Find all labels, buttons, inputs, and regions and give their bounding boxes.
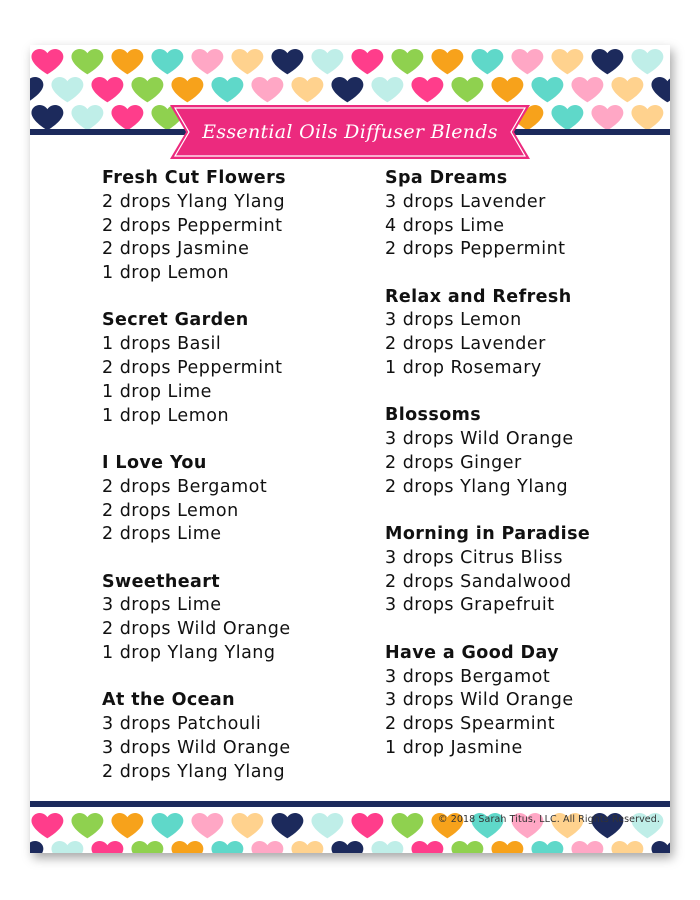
blend-ingredient: 2 drops Peppermint xyxy=(385,239,566,260)
copyright-text: © 2018 Sarah Titus, LLC. All Rights Reserved. xyxy=(438,814,660,825)
blend-title: Spa Dreams xyxy=(385,168,508,188)
blend-ingredient: 2 drops Bergamot xyxy=(102,476,268,497)
blend-ingredient: 3 drops Wild Orange xyxy=(102,737,291,758)
blend-ingredient: 2 drops Sandalwood xyxy=(385,571,572,592)
blend-recipe xyxy=(385,404,665,499)
blend-ingredient: 1 drop Rosemary xyxy=(385,358,542,379)
heart-icon xyxy=(391,813,423,838)
heart-icon xyxy=(131,841,163,853)
blend-recipe xyxy=(385,286,665,381)
heart-icon xyxy=(31,813,63,838)
heart-icon xyxy=(451,841,483,853)
heart-icon xyxy=(311,813,343,838)
heart-icon xyxy=(651,841,670,853)
heart-icon xyxy=(91,77,123,102)
heart-icon xyxy=(71,813,103,838)
heart-icon xyxy=(411,77,443,102)
heart-icon xyxy=(30,77,43,102)
heart-icon xyxy=(31,105,63,129)
blend-recipe xyxy=(102,452,372,547)
blend-title: Sweetheart xyxy=(102,571,221,592)
heart-icon xyxy=(51,77,83,102)
heart-icon xyxy=(511,49,543,74)
heart-icon xyxy=(571,841,603,853)
heart-icon xyxy=(30,841,43,853)
heart-icon xyxy=(531,841,563,853)
heart-icon xyxy=(331,77,363,102)
heart-icon xyxy=(151,813,183,838)
blend-recipe xyxy=(385,523,665,618)
blend-ingredient: 2 drops Jasmine xyxy=(102,239,250,260)
printable-page xyxy=(30,45,670,853)
heart-icon xyxy=(591,105,623,129)
blend-ingredient: 1 drop Ylang Ylang xyxy=(102,643,276,664)
blend-ingredient: 3 drops Lavender xyxy=(385,191,546,212)
heart-icon xyxy=(191,813,223,838)
blend-ingredient: 1 drop Lime xyxy=(102,381,212,402)
title-banner xyxy=(170,105,530,159)
heart-icon xyxy=(251,77,283,102)
heart-icon xyxy=(631,105,663,129)
blend-ingredient: 1 drops Basil xyxy=(102,334,222,355)
blend-ingredient: 3 drops Lime xyxy=(102,595,222,616)
blend-ingredient: 2 drops Lemon xyxy=(102,500,239,521)
blends-column-left xyxy=(102,167,372,808)
heart-icon xyxy=(71,49,103,74)
heart-icon xyxy=(491,77,523,102)
blend-title: I Love You xyxy=(102,452,207,473)
heart-icon xyxy=(611,77,643,102)
heart-icon xyxy=(551,49,583,74)
heart-icon xyxy=(211,841,243,853)
heart-icon xyxy=(531,77,563,102)
heart-icon xyxy=(651,77,670,102)
blend-ingredient: 3 drops Wild Orange xyxy=(385,690,574,711)
page-title: Essential Oils Diffuser Blends xyxy=(202,121,498,143)
heart-icon xyxy=(291,841,323,853)
blend-ingredient: 2 drops Spearmint xyxy=(385,714,556,735)
blend-recipe xyxy=(102,167,372,286)
blend-title: Secret Garden xyxy=(102,310,249,331)
blend-recipe xyxy=(385,642,665,761)
heart-icon xyxy=(371,841,403,853)
blend-ingredient: 3 drops Citrus Bliss xyxy=(385,547,563,568)
heart-icon xyxy=(271,813,303,838)
blend-ingredient: 2 drops Ylang Ylang xyxy=(385,476,569,497)
heart-icon xyxy=(291,77,323,102)
heart-icon xyxy=(51,841,83,853)
blend-ingredient: 4 drops Lime xyxy=(385,215,505,236)
heart-icon xyxy=(551,105,583,129)
blend-ingredient: 2 drops Peppermint xyxy=(102,215,283,236)
heart-icon xyxy=(351,813,383,838)
blend-title: At the Ocean xyxy=(102,690,235,711)
heart-icon xyxy=(171,77,203,102)
blend-ingredient: 2 drops Ylang Ylang xyxy=(102,761,286,782)
heart-icon xyxy=(391,49,423,74)
blend-ingredient: 3 drops Grapefruit xyxy=(385,595,555,616)
heart-icon xyxy=(591,49,623,74)
heart-icon xyxy=(211,77,243,102)
heart-icon xyxy=(151,49,183,74)
blend-recipe xyxy=(385,167,665,262)
blend-ingredient: 1 drop Lemon xyxy=(102,263,230,284)
blend-recipe xyxy=(102,689,372,784)
blend-ingredient: 1 drop Lemon xyxy=(102,405,230,426)
heart-icon xyxy=(351,49,383,74)
blend-ingredient: 1 drop Jasmine xyxy=(385,737,523,758)
blend-ingredient: 3 drops Patchouli xyxy=(102,714,262,735)
blends-column-right xyxy=(385,167,665,784)
blend-ingredient: 2 drops Ylang Ylang xyxy=(102,191,286,212)
heart-icon xyxy=(371,77,403,102)
heart-icon xyxy=(231,49,263,74)
blend-title: Blossoms xyxy=(385,405,482,426)
blend-recipe xyxy=(102,309,372,428)
heart-icon xyxy=(411,841,443,853)
heart-icon xyxy=(31,49,63,74)
heart-icon xyxy=(471,49,503,74)
heart-icon xyxy=(311,49,343,74)
heart-icon xyxy=(131,77,163,102)
blend-ingredient: 3 drops Lemon xyxy=(385,310,522,331)
heart-icon xyxy=(451,77,483,102)
blend-ingredient: 2 drops Wild Orange xyxy=(102,619,291,640)
blend-ingredient: 2 drops Ginger xyxy=(385,452,522,473)
heart-icon xyxy=(111,813,143,838)
heart-icon xyxy=(191,49,223,74)
heart-icon xyxy=(71,105,103,129)
blend-ingredient: 3 drops Bergamot xyxy=(385,666,551,687)
blend-ingredient: 2 drops Peppermint xyxy=(102,358,283,379)
heart-icon xyxy=(431,49,463,74)
heart-icon xyxy=(611,841,643,853)
blend-recipe xyxy=(102,571,372,666)
heart-icon xyxy=(111,49,143,74)
blend-title: Have a Good Day xyxy=(385,642,559,663)
heart-icon xyxy=(111,105,143,129)
heart-icon xyxy=(331,841,363,853)
heart-icon xyxy=(251,841,283,853)
heart-icon xyxy=(231,813,263,838)
heart-icon xyxy=(91,841,123,853)
heart-icon xyxy=(631,49,663,74)
heart-icon xyxy=(491,841,523,853)
blend-ingredient: 2 drops Lavender xyxy=(385,334,546,355)
heart-icon xyxy=(571,77,603,102)
blend-title: Relax and Refresh xyxy=(385,286,572,307)
blend-title: Fresh Cut Flowers xyxy=(102,168,286,188)
heart-icon xyxy=(171,841,203,853)
blend-ingredient: 2 drops Lime xyxy=(102,524,222,545)
blend-title: Morning in Paradise xyxy=(385,524,591,545)
heart-icon xyxy=(271,49,303,74)
blend-ingredient: 3 drops Wild Orange xyxy=(385,429,574,450)
